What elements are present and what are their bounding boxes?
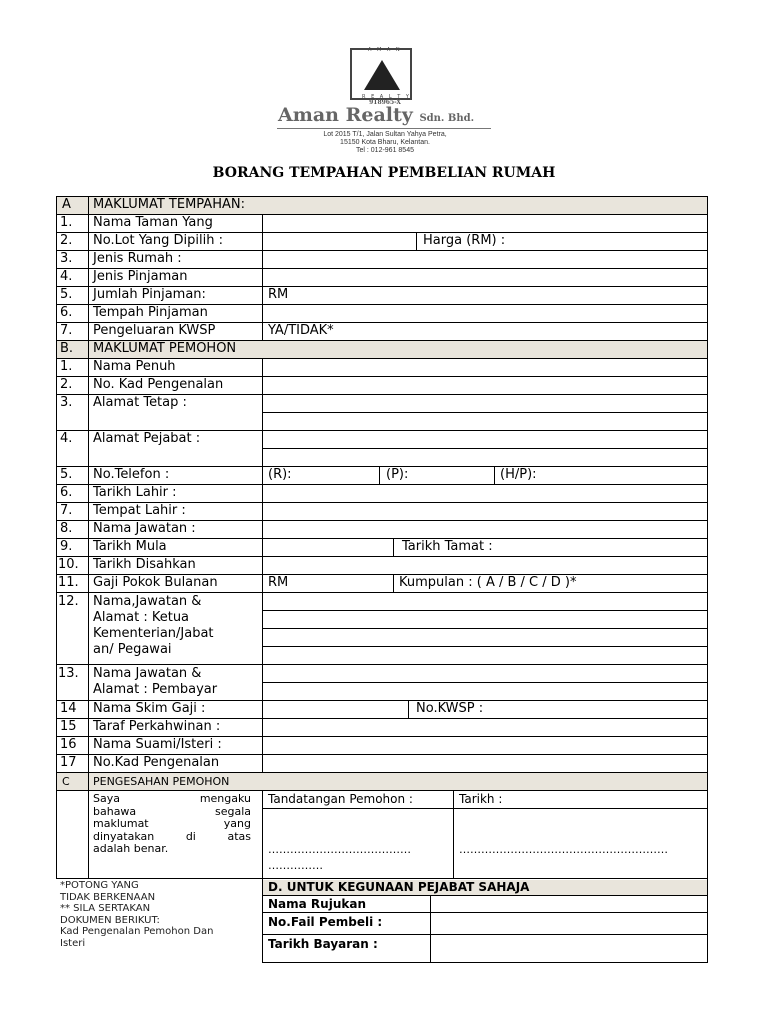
note-line-2: TIDAK BERKENAAN [60, 891, 156, 903]
b-row-12-label-4: an/ Pegawai [93, 642, 172, 657]
b-row-5-label: No.Telefon : [93, 467, 170, 482]
b-row-8-label: Nama Jawatan : [93, 521, 196, 536]
a-row-1-label: Nama Taman Yang [93, 215, 213, 230]
logo-bottom-text: R E A L T Y [362, 94, 411, 100]
a-row-3-no: 3. [60, 251, 73, 266]
a-row-4-no: 4. [60, 269, 73, 284]
signature-dots-2: …………… [268, 859, 323, 872]
declaration-line-1: Saya mengaku [93, 792, 251, 805]
section-b-code: B. [60, 341, 74, 356]
b-row-17-label: No.Kad Pengenalan [93, 755, 220, 770]
a-row-7-label: Pengeluaran KWSP [93, 323, 216, 338]
a-row-7-value: YA/TIDAK* [268, 323, 334, 338]
b-row-9-end-label: Tarikh Tamat : [402, 539, 493, 554]
b-row-12-label-1: Nama,Jawatan & [93, 594, 202, 609]
b-row-3-label: Alamat Tetap : [93, 395, 187, 410]
b-row-9-no: 9. [60, 539, 73, 554]
b-row-7-label: Tempat Lahir : [93, 503, 186, 518]
section-a-title: MAKLUMAT TEMPAHAN: [93, 197, 245, 212]
b-row-4-no: 4. [60, 431, 73, 446]
header-divider [277, 128, 491, 129]
note-line-3: ** SILA SERTAKAN [60, 903, 151, 914]
b-row-2-label: No. Kad Pengenalan [93, 377, 224, 392]
company-header [270, 48, 500, 158]
a-row-2-label: No.Lot Yang Dipilih : [93, 233, 223, 248]
b-row-10-label: Tarikh Disahkan [93, 557, 196, 572]
a-row-1-no: 1. [60, 215, 73, 230]
b-row-7-no: 7. [60, 503, 73, 518]
a-row-5-label: Jumlah Pinjaman: [93, 287, 206, 302]
declaration-line-5: adalah benar. [93, 842, 169, 855]
b-row-15-label: Taraf Perkahwinan : [93, 719, 221, 734]
note-line-4: DOKUMEN BERIKUT: [60, 914, 160, 926]
section-d-title: D. UNTUK KEGUNAAN PEJABAT SAHAJA [268, 880, 530, 894]
b-row-14-label: Nama Skim Gaji : [93, 701, 206, 716]
phone-number: Tel : 012-961 8545 [356, 147, 414, 154]
section-c-title: PENGESAHAN PEMOHON [93, 775, 230, 788]
b-row-12-label-2: Alamat : Ketua [93, 610, 190, 625]
declaration-line-3: maklumat yang [93, 817, 251, 830]
declaration-line-2: bahawa segala [93, 804, 251, 818]
note-line-6: Isteri [60, 937, 86, 949]
b-row-14-no: 14 [60, 701, 77, 716]
b-row-10-no: 10. [58, 557, 79, 572]
form-title: BORANG TEMPAHAN PEMBELIAN RUMAH [212, 165, 556, 181]
notes-block [60, 880, 258, 949]
b-row-13-no: 13. [58, 666, 79, 681]
b-row-12-label-3: Kementerian/Jabat [93, 626, 214, 641]
d-row-payment-label: Tarikh Bayaran : [268, 937, 378, 951]
b-row-4-label: Alamat Pejabat : [93, 431, 201, 446]
b-row-13-label-1: Nama Jawatan & [93, 666, 202, 681]
b-row-17-no: 17 [60, 755, 77, 770]
b-row-11-value: RM [268, 575, 289, 590]
b-row-1-no: 1. [60, 359, 73, 374]
b-phone-office: (P): [386, 467, 409, 482]
b-row-6-no: 6. [60, 485, 73, 500]
signature-label: Tandatangan Pemohon : [268, 792, 413, 806]
a-row-5-no: 5. [60, 287, 73, 302]
b-row-11-group: Kumpulan : ( A / B / C / D )* [399, 575, 577, 590]
b-row-16-no: 16 [60, 737, 77, 752]
date-label: Tarikh : [459, 792, 503, 806]
signature-dots-1: ………………………………… [268, 843, 411, 856]
declaration-line-4: dinyatakan di atas [93, 829, 251, 843]
b-row-9-label: Tarikh Mula [93, 539, 167, 554]
b-row-5-no: 5. [60, 467, 73, 482]
note-line-5: Kad Pengenalan Pemohon Dan [60, 926, 214, 937]
company-name [278, 104, 474, 126]
a-row-6-no: 6. [60, 305, 73, 320]
b-row-11-label: Gaji Pokok Bulanan [93, 575, 218, 590]
section-a-code: A [62, 197, 71, 212]
b-row-13-label-2: Alamat : Pembayar [93, 682, 218, 697]
company-name-text: Aman Realty [278, 104, 413, 126]
b-row-11-no: 11. [58, 575, 79, 590]
b-row-2-no: 2. [60, 377, 73, 392]
logo-top-text: A M A N [368, 47, 402, 53]
section-c-code: C [62, 775, 70, 788]
address-line-2: 15150 Kota Bharu, Kelantan. [340, 139, 430, 146]
b-row-3-no: 3. [60, 395, 73, 410]
note-line-1: *POTONG YANG [60, 880, 139, 891]
booking-form [56, 196, 707, 964]
b-row-16-label: Nama Suami/Isteri : [93, 737, 222, 752]
a-row-2-no: 2. [60, 233, 73, 248]
company-suffix: Sdn. Bhd. [419, 113, 475, 124]
b-row-6-label: Tarikh Lahir : [93, 485, 177, 500]
registration-number: 918965-X [369, 99, 401, 106]
a-row-3-label: Jenis Rumah : [93, 251, 182, 266]
d-row-file-label: No.Fail Pembeli : [268, 915, 383, 929]
section-b-title: MAKLUMAT PEMOHON [93, 341, 237, 356]
date-dots: ………………………………………………… [459, 843, 668, 856]
b-phone-home: (R): [268, 467, 292, 482]
a-row-5-value: RM [268, 287, 289, 302]
a-row-4-label: Jenis Pinjaman [93, 269, 188, 284]
a-row-7-no: 7. [60, 323, 73, 338]
d-row-ref-label: Nama Rujukan [268, 897, 366, 911]
b-row-12-no: 12. [58, 594, 79, 609]
b-phone-mobile: (H/P): [500, 467, 537, 482]
a-row-2-price-label: Harga (RM) : [423, 233, 506, 248]
address-line-1: Lot 2015 T/1, Jalan Sultan Yahya Petra, [323, 131, 447, 138]
b-row-14-kwsp-label: No.KWSP : [416, 701, 484, 716]
b-row-8-no: 8. [60, 521, 73, 536]
b-row-15-no: 15 [60, 719, 77, 734]
b-row-1-label: Nama Penuh [93, 359, 176, 374]
declaration-text [93, 793, 251, 856]
company-logo [350, 48, 412, 100]
a-row-6-label: Tempah Pinjaman [93, 305, 208, 320]
logo-mark-icon [364, 60, 400, 90]
